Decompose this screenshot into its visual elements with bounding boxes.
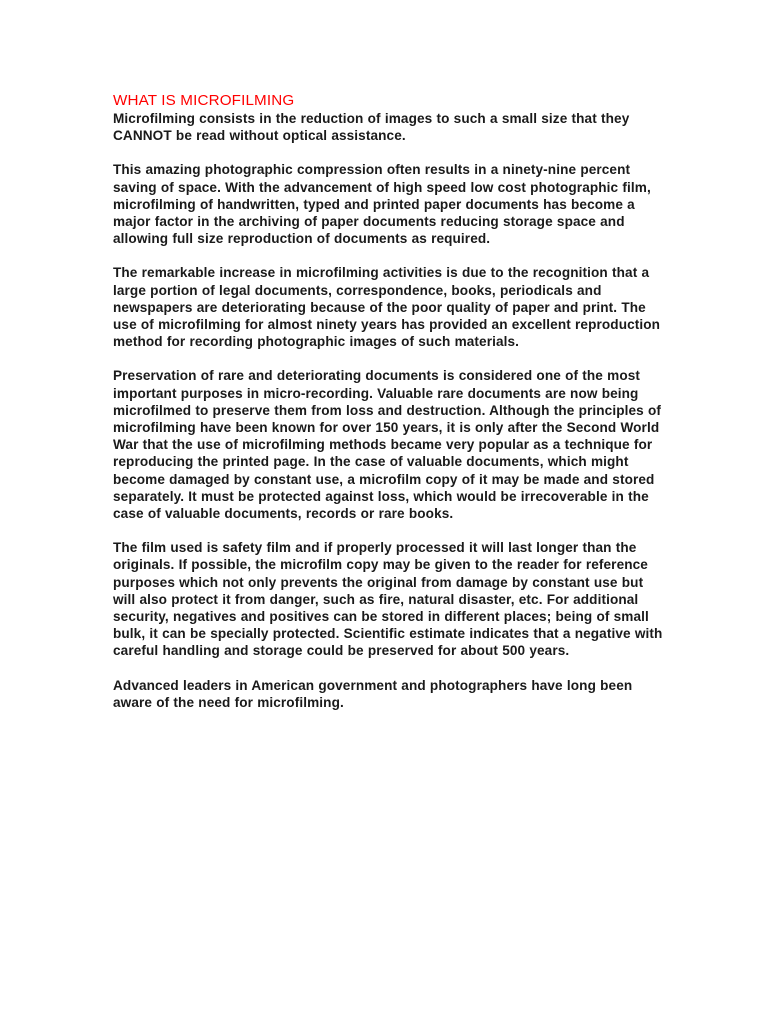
paragraph-definition: Microfilming consists in the reduction of images to such a small size that they CANNOT be read without optical assistance. [113, 111, 630, 144]
paragraph-leaders: Advanced leaders in American government and photographers have long been aware of the need for microfilming. [113, 677, 633, 710]
paragraph-safety-film: The film used is safety film and if properly processed it will last longer than the originals. If possible, the microfilm copy may be given to the reader for reference purposes which not only prevents the original from damage by constant use but will also protect it from danger, such as fire, natural disaster, etc. For additional security, negatives and positives can be stored in different places; being of small bulk, it can be specially protected. Scientific estimate indicates that a negative with careful handling and storage could be preserved for about 500 years. [113, 540, 663, 659]
paragraph-compression: This amazing photographic compression often results in a ninety-nine percent saving of space. With the advancement of high speed low cost photographic film, microfilming of handwritten, typed and printed paper documents has become a major factor in the archiving of paper documents reducing storage space and allowing full size reproduction of documents as required. [113, 162, 651, 247]
document-title: WHAT IS MICROFILMING [113, 92, 295, 109]
paragraph-preservation: Preservation of rare and deteriorating documents is considered one of the most important purposes in micro-recording. Valuable rare documents are now being microfilmed to preserve them from loss and destruction. Although the principles of microfilming have been known for over 150 years, it is only after the Second World War that the use of microfilming methods became very popular as a technique for reproducing the printed page. In the case of valuable documents, which might become damaged by constant use, a microfilm copy of it may be made and stored separately. It must be protected against loss, which would be irrecoverable in the case of valuable documents, records or rare books. [113, 368, 662, 522]
paragraph-increase: The remarkable increase in microfilming activities is due to the recognition that a large portion of legal documents, correspondence, books, periodicals and newspapers are deteriorating because of the poor quality of paper and print. The use of microfilming for almost ninety years has provided an excellent reproduction method for recording photographic images of such materials. [113, 265, 661, 350]
